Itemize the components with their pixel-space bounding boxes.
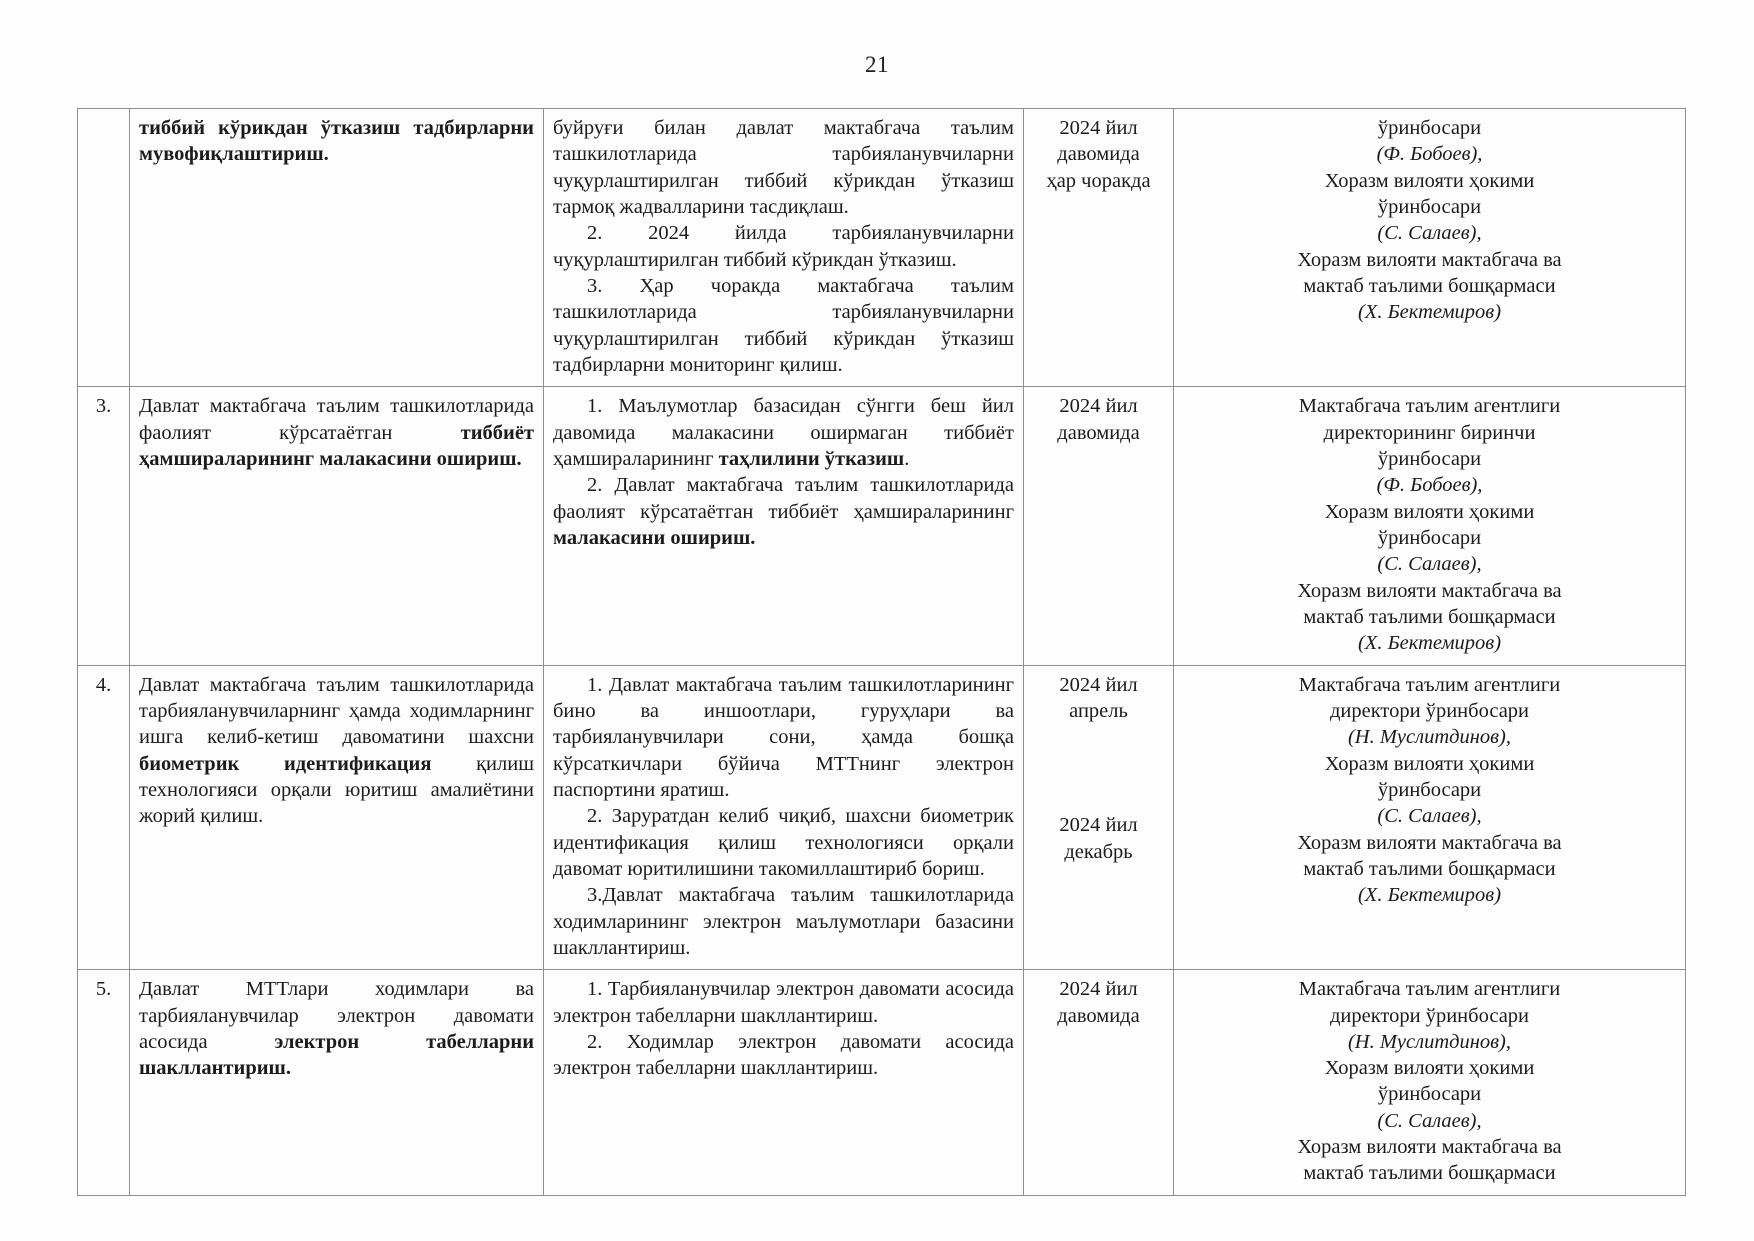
page-number: 21 (865, 52, 889, 77)
deadline-line: 2024 йил (1059, 673, 1138, 696)
measures-cell (544, 109, 1024, 387)
deadline-cell (1024, 970, 1174, 1196)
deadline-spacer (1033, 724, 1164, 812)
deadline-line: 2024 йил (1059, 395, 1138, 418)
responsible-person: (С. Салаев), (1377, 222, 1482, 245)
responsible-person: (Ф. Бобоев), (1376, 143, 1483, 166)
responsible-line: ўринбосари (1377, 117, 1482, 139)
responsible-line: Хоразм вилояти мактабгача ва (1297, 579, 1562, 602)
measure-text-tail: . (904, 447, 910, 470)
task-text-bold: электрон табелларни шакллантириш. (139, 1030, 535, 1080)
task-text-bold: биометрик идентификация (139, 752, 432, 775)
deadline-line: давомида (1057, 143, 1140, 166)
responsible-line: Мактабгача таълим агентлиги (1298, 978, 1561, 1001)
measure-text-plain: 1. Маълумотлар базасидан сўнгги беш йил давомида малакасини оширмаган тиббиёт ҳамшираларининг (553, 395, 1014, 470)
task-text-plain: Давлат мактабгача таълим ташкилотларида фаолият кўрсатаётган (139, 395, 534, 444)
responsible-line: ўринбосари (1377, 1083, 1482, 1106)
task-cell (130, 665, 544, 970)
responsible-person: (С. Салаев), (1377, 805, 1482, 828)
task-text-plain: Давлат мактабгача таълим ташкилотларида тарбияланувчиларнинг ҳамда ходимларнинг ишга келиб-кетиш давоматини шахсни (139, 673, 534, 749)
task-text-plain: Давлат МТТлари ходимлари ва тарбияланувчилар электрон давомати асосида (139, 978, 534, 1053)
responsible-line: Хоразм вилояти ҳокими (1324, 500, 1535, 523)
responsible-line: Хоразм вилояти ҳокими (1324, 1057, 1535, 1080)
deadline-line: 2024 йил (1059, 978, 1138, 1001)
responsible-line: ўринбосари (1377, 526, 1482, 549)
deadline-cell (1024, 387, 1174, 665)
task-text-bold: тиббиёт ҳамшираларининг малакасини ошириш. (139, 421, 534, 470)
responsible-person: (Ф. Бобоев), (1376, 474, 1483, 497)
deadline-line: апрель (1069, 699, 1128, 722)
responsible-line: ўринбосари (1377, 447, 1482, 470)
measures-cell (544, 970, 1024, 1196)
deadline-line: 2024 йил (1059, 814, 1138, 837)
responsible-line: директори ўринбосари (1329, 1004, 1530, 1027)
row-number-cell: 4. (78, 665, 130, 970)
responsible-person: (Н. Муслитдинов), (1347, 1030, 1512, 1053)
measure-paragraph-1: 1. Давлат мактабгача таълим ташкилотларининг бино ва иншоотлари, гуруҳлари ва тарбияланувчилари сони, ҳамда бошқа кўрсаткичлари бўйича МТТнинг электрон паспортини яратиш. (553, 673, 1014, 801)
measure-paragraph-2: 2. 2024 йилда тарбияланувчиларни чуқурлаштирилган тиббий кўрикдан ўтказиш. (553, 222, 1014, 271)
responsible-line: Хоразм вилояти мактабгача ва (1297, 1136, 1562, 1159)
table-row (78, 387, 1686, 665)
responsible-person: (Н. Муслитдинов), (1347, 726, 1512, 749)
table-row (78, 109, 1686, 387)
deadline-cell (1024, 109, 1174, 387)
responsible-line: Хоразм вилояти мактабгача ва (1297, 248, 1562, 271)
row-number-cell (78, 109, 130, 387)
task-cell (130, 970, 544, 1196)
measure-paragraph-1: 1. Тарбияланувчилар электрон давомати асосида электрон табелларни шакллантириш. (553, 978, 1014, 1027)
responsible-cell (1174, 387, 1686, 665)
deadline-cell (1024, 665, 1174, 970)
responsible-line: директорининг биринчи (1323, 421, 1536, 444)
responsible-line: Хоразм вилояти ҳокими (1324, 169, 1535, 192)
responsible-cell (1174, 109, 1686, 387)
responsible-line: мактаб таълими бошқармаси (1303, 274, 1556, 297)
measure-text-plain: 2. Давлат мактабгача таълим ташкилотларида фаолият кўрсатаётган тиббиёт ҳамшираларининг (553, 474, 1014, 523)
responsible-cell (1174, 970, 1686, 1196)
row-number-cell: 3. (78, 387, 130, 665)
responsible-person: (Х. Бектемиров) (1357, 632, 1502, 655)
responsible-person: (С. Салаев), (1377, 553, 1482, 576)
deadline-line: ҳар чоракда (1046, 169, 1151, 192)
measure-text-bold: таҳлилини ўтказиш (718, 447, 905, 470)
responsible-line: мактаб таълими бошқармаси (1303, 857, 1556, 880)
responsible-line: Хоразм вилояти мактабгача ва (1297, 831, 1562, 854)
measures-table (77, 108, 1686, 1196)
deadline-line: декабрь (1064, 840, 1133, 863)
task-line-2: мувофиқлаштириш. (139, 143, 329, 166)
measure-paragraph-2: 2. Заруратдан келиб чиқиб, шахсни биометрик идентификация қилиш технологияси орқали давомат юритилишини такомиллаштириб бориш. (553, 805, 1014, 880)
measures-cell (544, 387, 1024, 665)
deadline-line: 2024 йил (1059, 117, 1138, 139)
measure-paragraph-2: 2. Ходимлар электрон давомати асосида электрон табелларни шакллантириш. (553, 1030, 1014, 1080)
table-row (78, 665, 1686, 970)
responsible-line: мактаб таълими бошқармаси (1303, 605, 1556, 628)
responsible-line: Мактабгача таълим агентлиги (1298, 395, 1561, 418)
task-text-plain-end: қилиш технологияси орқали юритиш амалиётини жорий қилиш. (139, 752, 534, 828)
row-number-cell: 5. (78, 970, 130, 1196)
measure-paragraph-cont: буйруғи билан давлат мактабгача таълим ташкилотларида тарбияланувчиларни чуқурлаштирилган тиббий кўрикдан ўтказиш тармоқ жадвалларини тасдиқлаш. (553, 117, 1014, 218)
measure-paragraph-3: 3. Ҳар чоракда мактабгача таълим ташкилотларида тарбияланувчиларни чуқурлаштирилган тиббий кўрикдан ўтказиш тадбирларни мониторинг қилиш. (553, 274, 1014, 376)
responsible-person: (Х. Бектемиров) (1357, 884, 1502, 907)
responsible-line: мактаб таълими бошқармаси (1303, 1162, 1556, 1185)
task-cell (130, 387, 544, 665)
measure-paragraph-3: 3.Давлат мактабгача таълим ташкилотларида ходимларининг электрон маълумотлари базасини шакллантириш. (553, 884, 1014, 959)
table-row (78, 970, 1686, 1196)
task-cell (130, 109, 544, 387)
deadline-line: давомида (1057, 1004, 1140, 1027)
responsible-person: (С. Салаев), (1377, 1109, 1482, 1132)
measure-text-bold: малакасини ошириш. (553, 526, 756, 549)
responsible-line: Хоразм вилояти ҳокими (1324, 752, 1535, 775)
deadline-line: давомида (1057, 421, 1140, 444)
task-line-1: тиббий кўрикдан ўтказиш тадбирларни (139, 117, 534, 139)
responsible-line: Мактабгача таълим агентлиги (1298, 673, 1561, 696)
responsible-line: ўринбосари (1377, 778, 1482, 801)
responsible-line: директори ўринбосари (1329, 699, 1530, 722)
responsible-line: ўринбосари (1377, 195, 1482, 218)
measures-cell (544, 665, 1024, 970)
responsible-cell (1174, 665, 1686, 970)
responsible-person: (Х. Бектемиров) (1357, 301, 1502, 324)
